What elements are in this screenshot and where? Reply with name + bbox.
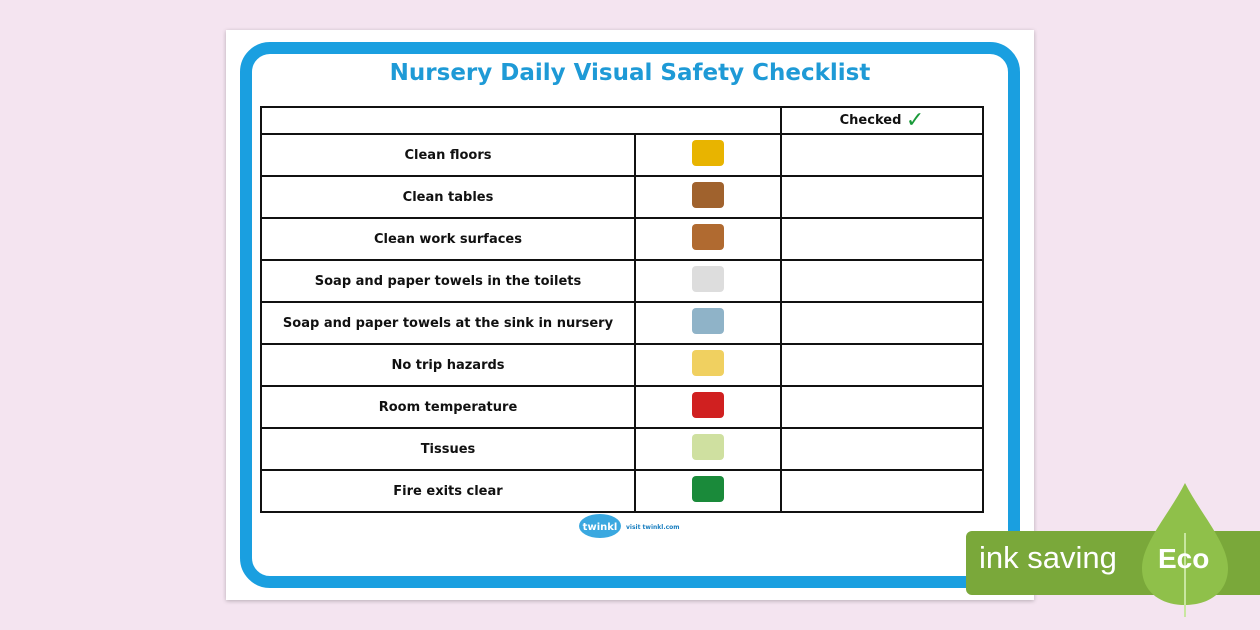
svg-text:visit twinkl.com: visit twinkl.com bbox=[626, 524, 680, 531]
checked-cell[interactable] bbox=[781, 218, 983, 260]
svg-text:twinkl: twinkl bbox=[582, 522, 618, 533]
table-row bbox=[261, 386, 983, 428]
table-row bbox=[261, 134, 983, 176]
page-title: Nursery Daily Visual Safety Checklist bbox=[389, 60, 871, 86]
wet-floor-sign-icon bbox=[678, 136, 738, 170]
item-label: Soap and paper towels at the sink in nursery bbox=[261, 302, 635, 344]
desk-icon bbox=[678, 220, 738, 254]
table-row bbox=[261, 218, 983, 260]
checked-header: Checked ✓ bbox=[781, 107, 983, 134]
checked-cell[interactable] bbox=[781, 428, 983, 470]
checked-cell[interactable] bbox=[781, 134, 983, 176]
item-label: Room temperature bbox=[261, 386, 635, 428]
header-row bbox=[261, 107, 983, 134]
item-label: Soap and paper towels in the toilets bbox=[261, 260, 635, 302]
paper-towel-icon bbox=[678, 262, 738, 296]
table-row bbox=[261, 470, 983, 512]
table-row bbox=[261, 428, 983, 470]
ink-saving-label: ink saving bbox=[979, 540, 1117, 575]
table-icon bbox=[678, 178, 738, 212]
checked-cell[interactable] bbox=[781, 260, 983, 302]
item-label: Clean floors bbox=[261, 134, 635, 176]
fire-exit-icon bbox=[678, 472, 738, 506]
table-row bbox=[261, 302, 983, 344]
item-label: Clean tables bbox=[261, 176, 635, 218]
checked-cell[interactable] bbox=[781, 470, 983, 512]
checklist-table bbox=[260, 106, 984, 513]
soap-icon bbox=[678, 304, 738, 338]
table-row bbox=[261, 344, 983, 386]
tripping-person-icon bbox=[678, 346, 738, 380]
checked-cell[interactable] bbox=[781, 176, 983, 218]
twinkl-logo bbox=[578, 512, 698, 540]
eco-badge: Eco bbox=[1158, 543, 1210, 574]
tissue-box-icon bbox=[678, 430, 738, 464]
item-label: No trip hazards bbox=[261, 344, 635, 386]
item-label: Clean work surfaces bbox=[261, 218, 635, 260]
item-label: Tissues bbox=[261, 428, 635, 470]
table-row bbox=[261, 260, 983, 302]
checked-cell[interactable] bbox=[781, 302, 983, 344]
table-row bbox=[261, 176, 983, 218]
check-icon: ✓ bbox=[905, 108, 925, 133]
checked-cell[interactable] bbox=[781, 386, 983, 428]
item-label: Fire exits clear bbox=[261, 470, 635, 512]
checked-cell[interactable] bbox=[781, 344, 983, 386]
thermometer-icon bbox=[678, 388, 738, 422]
